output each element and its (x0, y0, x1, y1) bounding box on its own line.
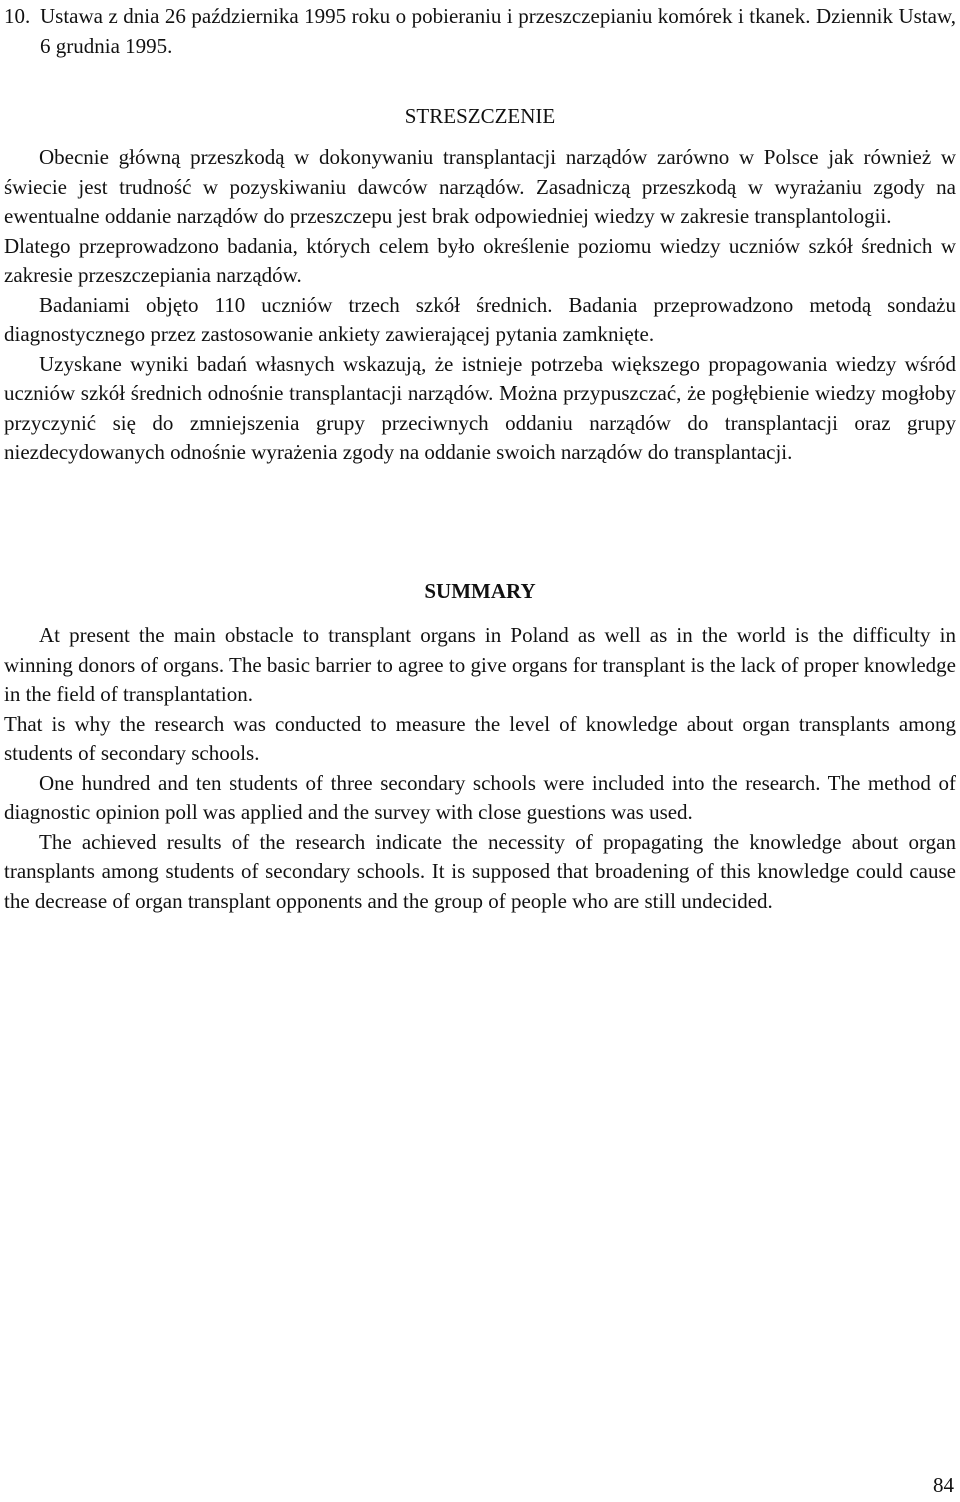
streszczenie-section (4, 102, 956, 468)
summary-section (4, 577, 956, 916)
streszczenie-heading: STRESZCZENIE (404, 104, 556, 128)
streszczenie-paragraph: Badaniami objęto 110 uczniów trzech szkół średnich. Badania przeprowadzono metodą sondażu diagnostycznego przez zastosowanie ankiety zawierającej pytania zamknięte. (4, 292, 956, 346)
streszczenie-paragraph: Uzyskane wyniki badań własnych wskazują, że istnieje potrzeba większego propagowania wiedzy wśród uczniów szkół średnich odnośnie transplantacji narządów. Można przypuszczać, że pogłębienie wiedzy mogłoby przyczynić się do zmniejszenia grupy przeciwnych oddaniu narządów do transplantacji oraz grupy niezdecydowanych odnośnie wyrażenia zgody na oddanie swoich narządów do transplantacji. (4, 351, 956, 464)
streszczenie-paragraph: Dlatego przeprowadzono badania, których celem było określenie poziomu wiedzy uczniów szkół średnich w zakresie przeszczepiania narządów. (4, 233, 956, 287)
page-number: 84 (933, 1473, 954, 1497)
reference-number: 10. (4, 4, 31, 28)
streszczenie-paragraph: Obecnie główną przeszkodą w dokonywaniu transplantacji narządów zarówno w Polsce jak również w świecie jest trudność w pozyskiwaniu dawców narządów. Zasadniczą przeszkodą w wyrażaniu zgody na ewentualne oddanie narządów do przeszczepu jest brak odpowiedniej wiedzy w zakresie transplantologii. (4, 145, 956, 228)
reference-text: Ustawa z dnia 26 października 1995 roku o pobieraniu i przeszczepianiu komórek i tkanek. Dziennik Ustaw, 6 grudnia 1995. (40, 4, 956, 58)
summary-heading: SUMMARY (424, 579, 536, 603)
summary-paragraph: One hundred and ten students of three secondary schools were included into the research. The method of diagnostic opinion poll was applied and the survey with close guestions was used. (4, 770, 956, 824)
summary-paragraph: At present the main obstacle to transplant organs in Poland as well as in the world is the difficulty in winning donors of organs. The basic barrier to agree to give organs for transplant is the lack of proper knowledge in the field of transplantation. (4, 623, 956, 706)
summary-paragraph: The achieved results of the research indicate the necessity of propagating the knowledge about organ transplants among students of secondary schools. It is supposed that broadening of this knowledge could cause the decrease of organ transplant opponents and the group of people who are still undecided. (4, 829, 956, 913)
summary-paragraph: That is why the research was conducted to measure the level of knowledge about organ transplants among students of secondary schools. (4, 711, 956, 765)
reference-entry (4, 2, 956, 61)
